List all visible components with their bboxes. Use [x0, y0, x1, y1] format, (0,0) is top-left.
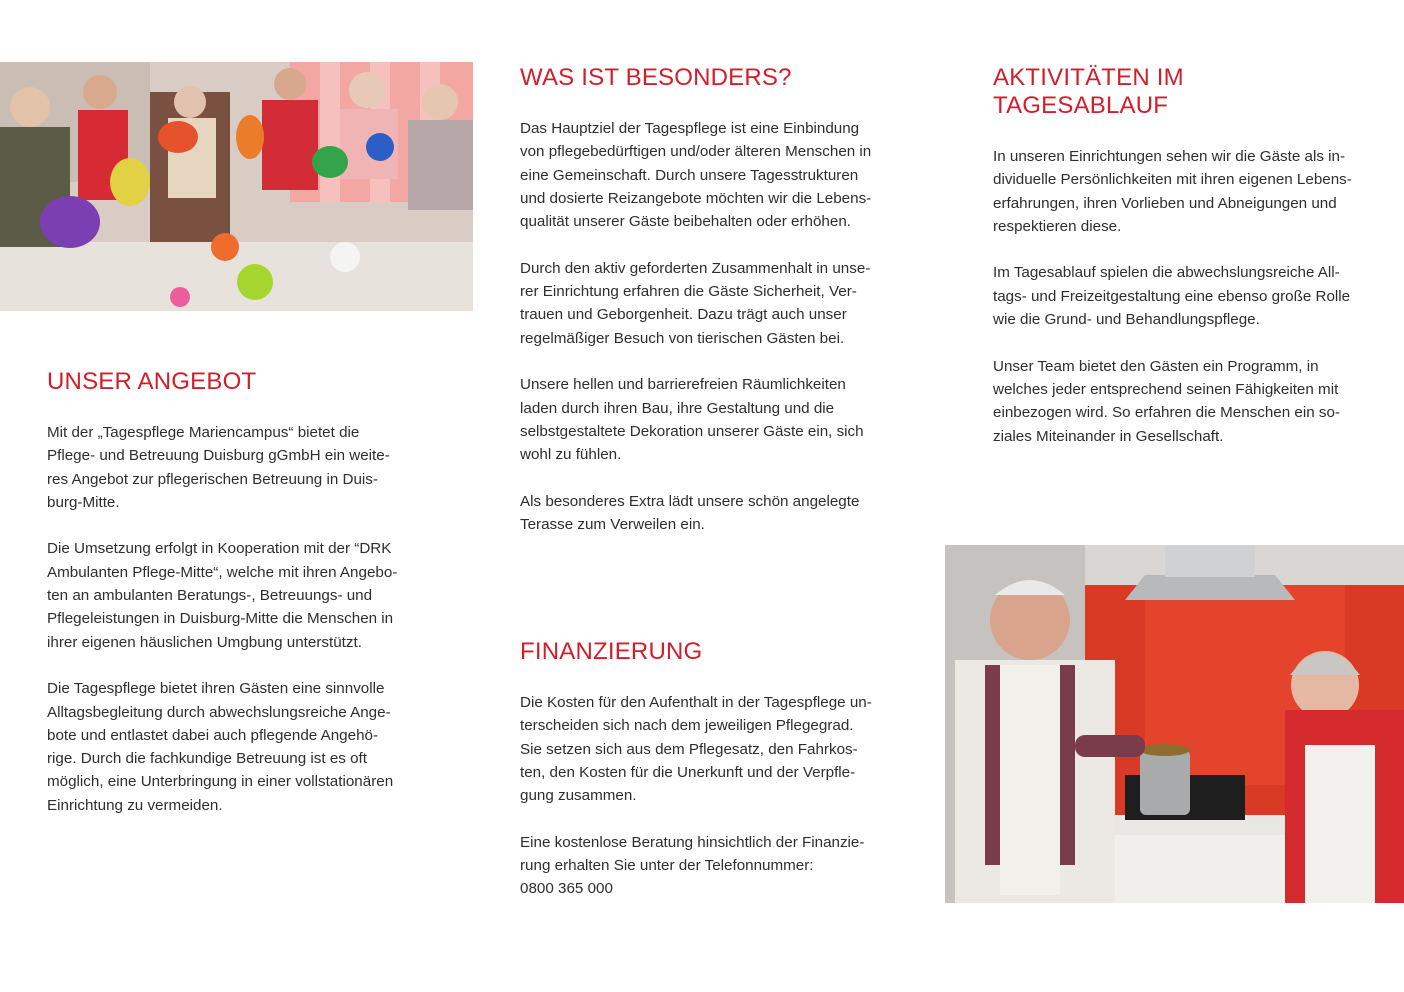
- section-heading-was-ist-besonders: WAS IST BESONDERS?: [520, 64, 792, 91]
- paragraph: Das Hauptziel der Tagespflege ist eine Einbindung von pflegebedürftigen und/oder älteren Menschen in eine Gemeinschaft. Durch unsere Tagesstrukturen und dosierte Reizangebote möchten wir die Lebens- qualität unserer Gäste beibehalten oder erhöhen.: [520, 120, 872, 231]
- paragraph: Die Umsetzung erfolgt in Kooperation mit der “DRK Ambulanten Pflege-Mitte“, welche mit ihren Angebo- ten an ambulanten Beratungs-, Betreuungs- und Pflegeleistungen in Duisburg-Mitte die Menschen in ihrer eigenen häuslichen Umgbung unterstützt.: [47, 540, 398, 651]
- paragraph: Die Tagespflege bietet ihren Gästen eine sinnvolle Alltagsbegleitung durch abwechslungsreiche Ange- bote und entlastet dabei auch pflegende Angehö- rige. Durch die fachkundige Betreuung ist es oft möglich, eine Unterbringung in einer vollstationären Einrichtung zu vermeiden.: [47, 680, 394, 814]
- section-body-finanzierung: [520, 691, 910, 924]
- paragraph: Durch den aktiv geforderten Zusammenhalt in unse- rer Einrichtung erfahren die Gäste Sicherheit, Ver- trauen und Geborgenheit. Dazu trägt auch unser regelmäßiger Besuch von tierischen Gästen bei.: [520, 259, 871, 347]
- section-body-aktivitaeten: [993, 145, 1388, 471]
- section-body-was-ist-besonders: [520, 117, 910, 560]
- section-body-unser-angebot: [47, 421, 432, 840]
- paragraph: Unsere hellen und barrierefreien Räumlichkeiten laden durch ihren Bau, ihre Gestaltung und die selbstgestaltete Dekoration unserer Gäste ein, sich wohl zu fühlen.: [520, 376, 864, 464]
- group-activity-photo: [0, 62, 473, 311]
- cooking-photo: [945, 545, 1404, 903]
- paragraph: Als besonderes Extra lädt unsere schön angelegte Terasse zum Verweilen ein.: [520, 492, 860, 534]
- paragraph: Im Tagesablauf spielen die abwechslungsreiche All- tags- und Freizeitgestaltung eine ebenso große Rolle wie die Grund- und Behandlungspflege.: [993, 264, 1351, 329]
- section-heading-aktivitaeten: AKTIVITÄTEN IM TAGESABLAUF: [993, 64, 1184, 119]
- section-heading-finanzierung: FINANZIERUNG: [520, 638, 703, 665]
- paragraph: Die Kosten für den Aufenthalt in der Tagespflege un- terscheiden sich nach dem jeweiligen Pflegegrad. Sie setzen sich aus dem Pflegesatz, den Fahrkos- ten, den Kosten für die Unerkunft und der Verpfle- gung zusammen.: [520, 694, 872, 805]
- paragraph: In unseren Einrichtungen sehen wir die Gäste als in- dividuelle Persönlichkeiten mit ihren eigenen Lebens- erfahrungen, ihren Vorlieben und Abneigungen und respektieren diese.: [993, 148, 1352, 235]
- paragraph: Eine kostenlose Beratung hinsichtlich der Finanzie- rung erhalten Sie unter der Telefonnummer: 0800 365 000: [520, 833, 865, 898]
- section-heading-unser-angebot: UNSER ANGEBOT: [47, 368, 257, 395]
- paragraph: Mit der „Tagespflege Mariencampus“ bietet die Pflege- und Betreuung Duisburg gGmbH ein weite- res Angebot zur pflegerischen Betreuung in Duis- burg-Mitte.: [47, 424, 390, 511]
- paragraph: Unser Team bietet den Gästen ein Programm, in welches jeder entsprechend seinen Fähigkeiten mit einbezogen wird. So erfahren die Menschen ein so- ziales Miteinander in Gesellschaft.: [993, 357, 1340, 445]
